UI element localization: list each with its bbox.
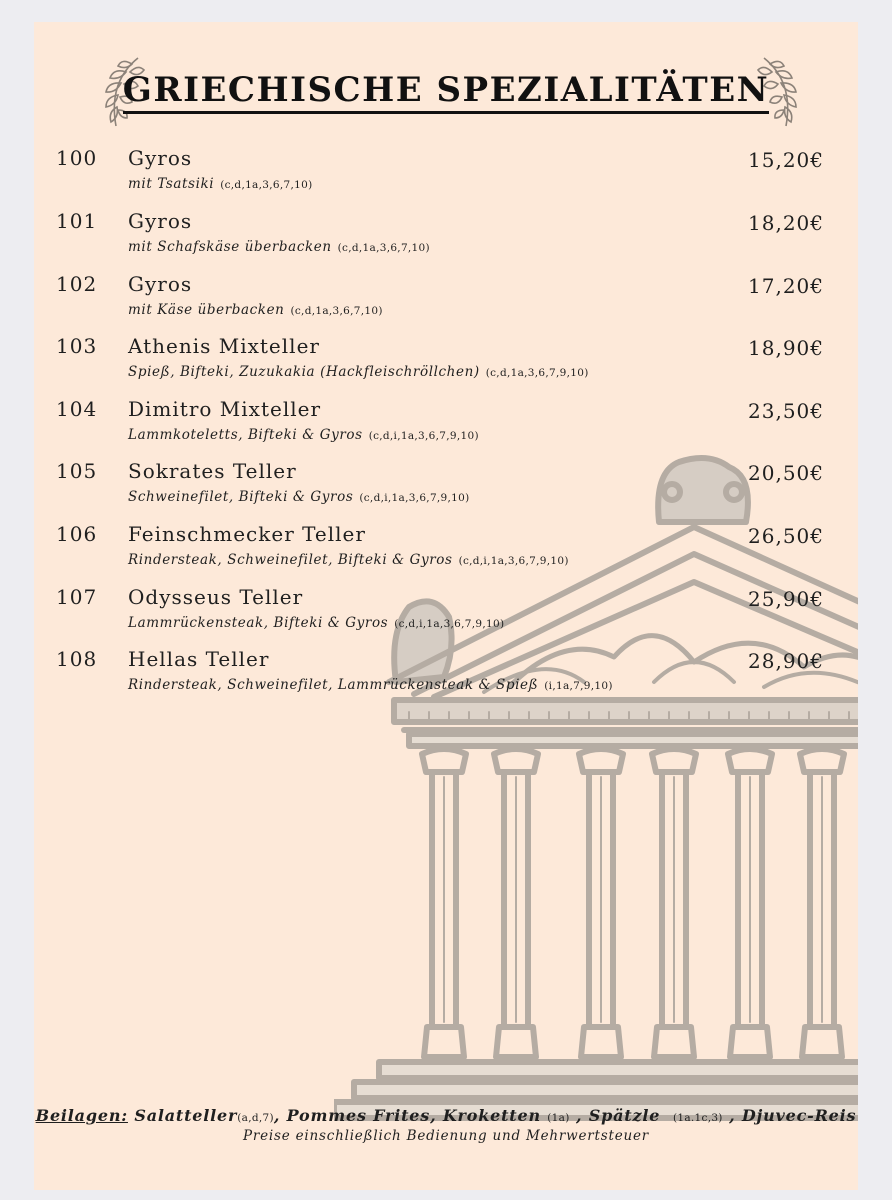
menu-item <box>34 209 858 271</box>
item-price: 20,50€ <box>748 461 824 485</box>
item-description <box>128 615 504 631</box>
item-price: 23,50€ <box>748 399 824 423</box>
item-name: Odysseus Teller <box>128 585 304 609</box>
item-price: 15,20€ <box>748 148 824 172</box>
item-name: Gyros <box>128 146 193 170</box>
allergen-codes: (a,d,7) <box>237 1112 274 1124</box>
page-title <box>34 70 858 110</box>
item-price: 17,20€ <box>748 274 824 298</box>
allergen-codes: (c,d,1a,3,6,7,10) <box>337 242 430 254</box>
item-name: Gyros <box>128 272 193 296</box>
menu-item <box>34 585 858 647</box>
item-description-text: Lammkoteletts, Bifteki & Gyros <box>128 427 363 443</box>
side-dishes: Beilagen: Salatteller(a,d,7), Pommes Frites, Kroketten (1a) , Spätzle (1a.1c,3) , Djuvec-Reis <box>35 1106 857 1125</box>
item-number: 103 <box>56 334 98 358</box>
item-name: Hellas Teller <box>128 647 270 671</box>
footer <box>34 1103 858 1144</box>
item-description-text: mit Tsatsiki <box>128 176 215 192</box>
item-description <box>128 552 569 568</box>
menu-item <box>34 522 858 584</box>
page-title-text: GRIECHISCHE SPEZIALITÄTEN <box>123 70 769 114</box>
item-number: 108 <box>56 647 98 671</box>
item-number: 107 <box>56 585 98 609</box>
allergen-codes: (1a.1c,3) <box>672 1112 723 1124</box>
item-name: Gyros <box>128 209 193 233</box>
item-name: Feinschmecker Teller <box>128 522 366 546</box>
item-number: 105 <box>56 459 98 483</box>
item-description <box>128 677 613 693</box>
item-price: 25,90€ <box>748 587 824 611</box>
menu-item <box>34 647 858 709</box>
allergen-codes: (c,d,1a,3,6,7,10) <box>220 179 313 191</box>
item-number: 106 <box>56 522 98 546</box>
item-name: Athenis Mixteller <box>128 334 320 358</box>
allergen-codes: (c,d,1a,3,6,7,9,10) <box>485 367 589 379</box>
item-description-text: Rindersteak, Schweinefilet, Bifteki & Gyros <box>128 552 453 568</box>
item-description-text: Rindersteak, Schweinefilet, Lammrückensteak & Spieß <box>128 677 539 693</box>
item-description-text: Lammrückensteak, Bifteki & Gyros <box>128 615 389 631</box>
item-number: 101 <box>56 209 98 233</box>
item-name: Dimitro Mixteller <box>128 397 322 421</box>
menu-item <box>34 397 858 459</box>
allergen-codes: (1a) <box>547 1112 570 1124</box>
side-dish: Djuvec-Reis <box>741 1106 857 1125</box>
menu-item <box>34 459 858 521</box>
item-description-text: mit Käse überbacken <box>128 302 285 318</box>
item-price: 28,90€ <box>748 649 824 673</box>
item-number: 100 <box>56 146 98 170</box>
allergen-codes: (c,d,1a,3,6,7,10) <box>290 305 383 317</box>
item-price: 18,90€ <box>748 336 824 360</box>
item-description <box>128 489 470 505</box>
item-description <box>128 302 383 318</box>
item-description <box>128 427 479 443</box>
allergen-codes: (c,d,i,1a,3,6,7,9,10) <box>394 618 505 630</box>
item-description-text: Spieß, Bifteki, Zuzukakia (Hackfleischröllchen) <box>128 364 480 380</box>
menu-page <box>34 22 858 1190</box>
allergen-codes: (i,1a,7,9,10) <box>544 680 613 692</box>
item-description <box>128 364 589 380</box>
price-note: Preise einschließlich Bedienung und Mehrwertsteuer <box>242 1128 650 1144</box>
side-dishes-label: Beilagen: <box>35 1106 128 1125</box>
item-description <box>128 239 430 255</box>
allergen-codes: (c,d,i,1a,3,6,7,9,10) <box>359 492 470 504</box>
item-price: 18,20€ <box>748 211 824 235</box>
item-number: 104 <box>56 397 98 421</box>
side-dish: Spätzle <box>588 1106 661 1125</box>
side-dish: Salatteller <box>134 1106 238 1125</box>
item-description-text: mit Schafskäse überbacken <box>128 239 332 255</box>
menu-item <box>34 272 858 334</box>
menu-item <box>34 334 858 396</box>
menu-item <box>34 146 858 208</box>
allergen-codes: (c,d,i,1a,3,6,7,9,10) <box>458 555 569 567</box>
allergen-codes: (c,d,i,1a,3,6,7,9,10) <box>368 430 479 442</box>
side-dish: Pommes Frites, Kroketten <box>286 1106 541 1125</box>
item-name: Sokrates Teller <box>128 459 297 483</box>
item-description <box>128 176 312 192</box>
item-description-text: Schweinefilet, Bifteki & Gyros <box>128 489 354 505</box>
item-number: 102 <box>56 272 98 296</box>
item-price: 26,50€ <box>748 524 824 548</box>
